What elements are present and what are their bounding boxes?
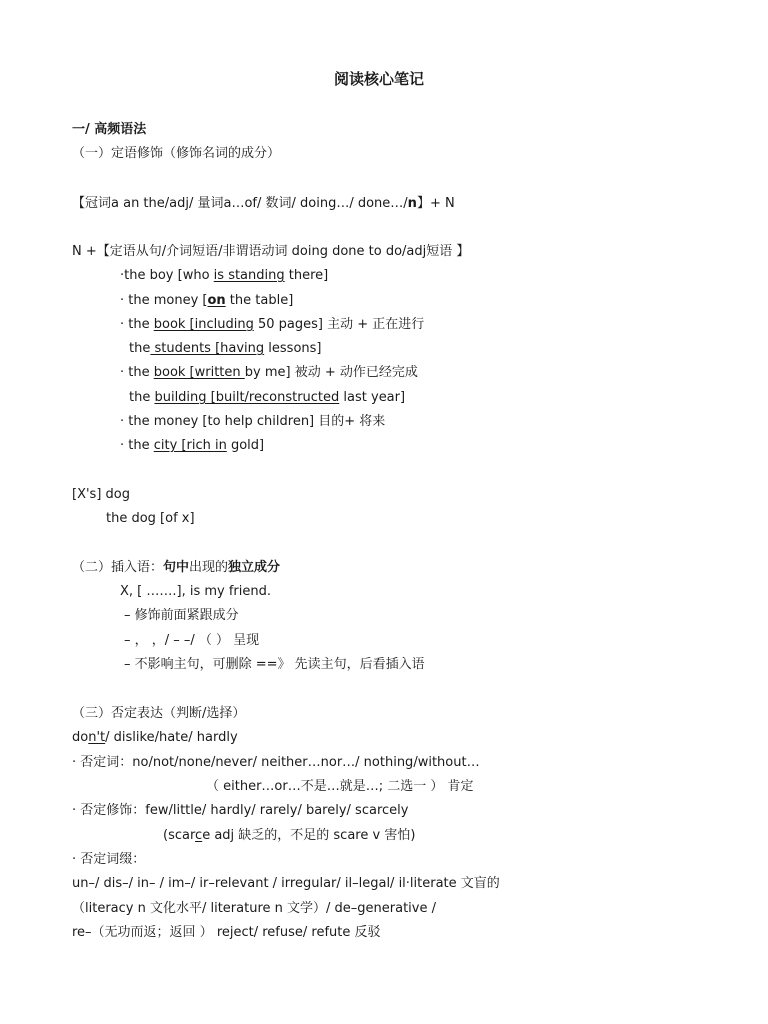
heading-text: （二）插入语： — [72, 560, 164, 575]
negation-line: re–（无功而返；返回 ） reject/ refuse/ refute 反驳 — [72, 925, 381, 940]
example-text: 50 pages] 主动 + 正在进行 — [253, 317, 425, 332]
negation-line — [163, 827, 415, 845]
example-text: ·the boy [who — [120, 268, 214, 283]
subsection-heading — [72, 559, 280, 577]
negation-text: (scar — [163, 828, 196, 843]
insertion-line: – ， ，/ – –/ （ ） 呈现 — [124, 633, 260, 648]
underlined-text: n't — [88, 730, 106, 745]
example-text: there] — [284, 268, 329, 283]
underlined-text: is standing — [213, 268, 285, 283]
underlined-text: students [having — [150, 341, 265, 356]
possessive-line: the dog [of x] — [106, 511, 195, 526]
example-text: · the money [ — [120, 293, 208, 308]
heading-bold: 句中 — [163, 560, 190, 575]
formula-part: 】+ N — [416, 196, 455, 211]
negation-line: · 否定修饰：few/little/ hardly/ rarely/ barely/ scarcely — [72, 803, 409, 818]
negation-text: do — [72, 730, 89, 745]
example-text: by me] 被动 + 动作已经完成 — [244, 365, 418, 380]
example-line: · the money [to help children] 目的+ 将来 — [120, 414, 386, 429]
formula-part: 【冠词a an the/adj/ 量词a…of/ 数词/ doing…/ done…/ — [72, 196, 408, 211]
example-text: lessons] — [264, 341, 322, 356]
example-line — [129, 340, 321, 358]
example-text: last year] — [339, 390, 406, 405]
negation-line: （literacy n 文化水平/ literature n 文学）/ de–generative / — [72, 901, 436, 916]
underlined-text: book [including — [153, 317, 254, 332]
insertion-line: X, [ …….], is my friend. — [120, 584, 272, 599]
insertion-line: – 修饰前面紧跟成分 — [124, 608, 239, 623]
example-text: · the — [120, 317, 154, 332]
subsection-heading: （一）定语修饰（修饰名词的成分） — [72, 146, 281, 161]
negation-line: （ either…or…不是…就是…; 二选一 ） 肯定 — [206, 779, 474, 794]
formula-line — [72, 195, 455, 213]
underlined-text: building [built/reconstructed — [154, 390, 340, 405]
example-line — [120, 292, 293, 310]
example-line — [129, 389, 405, 407]
example-line — [120, 437, 264, 455]
formula-bold: n — [407, 196, 417, 211]
formula-line: N +【定语从句/介词短语/非谓语动词 doing done to do/adj短语 】 — [72, 244, 470, 259]
example-text: · the — [120, 365, 154, 380]
insertion-line: – 不影响主句，可删除 ==》 先读主句，后看插入语 — [124, 657, 425, 672]
negation-text: / dislike/hate/ hardly — [105, 730, 238, 745]
section-heading: 一/ 高频语法 — [72, 122, 147, 137]
possessive-line: [X's] dog — [72, 487, 130, 502]
example-text: the table] — [225, 293, 294, 308]
negation-line: un–/ dis–/ in– / im–/ ir–relevant / irregular/ il–legal/ il·literate 文盲的 — [72, 876, 500, 891]
negation-line: · 否定词缀： — [72, 852, 146, 867]
example-line — [120, 316, 424, 334]
negation-line — [72, 729, 238, 747]
negation-text: e adj 缺乏的，不足的 scare v 害怕) — [202, 828, 416, 843]
example-line — [120, 267, 328, 285]
example-text: the — [129, 390, 155, 405]
underlined-text: c — [195, 828, 203, 843]
negation-line: · 否定词：no/not/none/never/ neither…nor…/ nothing/without… — [72, 755, 480, 770]
underlined-text: city [rich in — [153, 438, 227, 453]
underlined-text: book [written — [153, 365, 245, 380]
subsection-heading: （三）否定表达（判断/选择） — [72, 706, 246, 721]
page-title: 阅读核心笔记 — [334, 70, 425, 88]
underlined-text: on — [207, 293, 226, 308]
example-text: the — [129, 341, 151, 356]
heading-bold: 独立成分 — [228, 560, 281, 575]
example-text: gold] — [226, 438, 265, 453]
heading-text: 出现的 — [189, 560, 229, 575]
example-line — [120, 364, 418, 382]
example-text: · the — [120, 438, 154, 453]
